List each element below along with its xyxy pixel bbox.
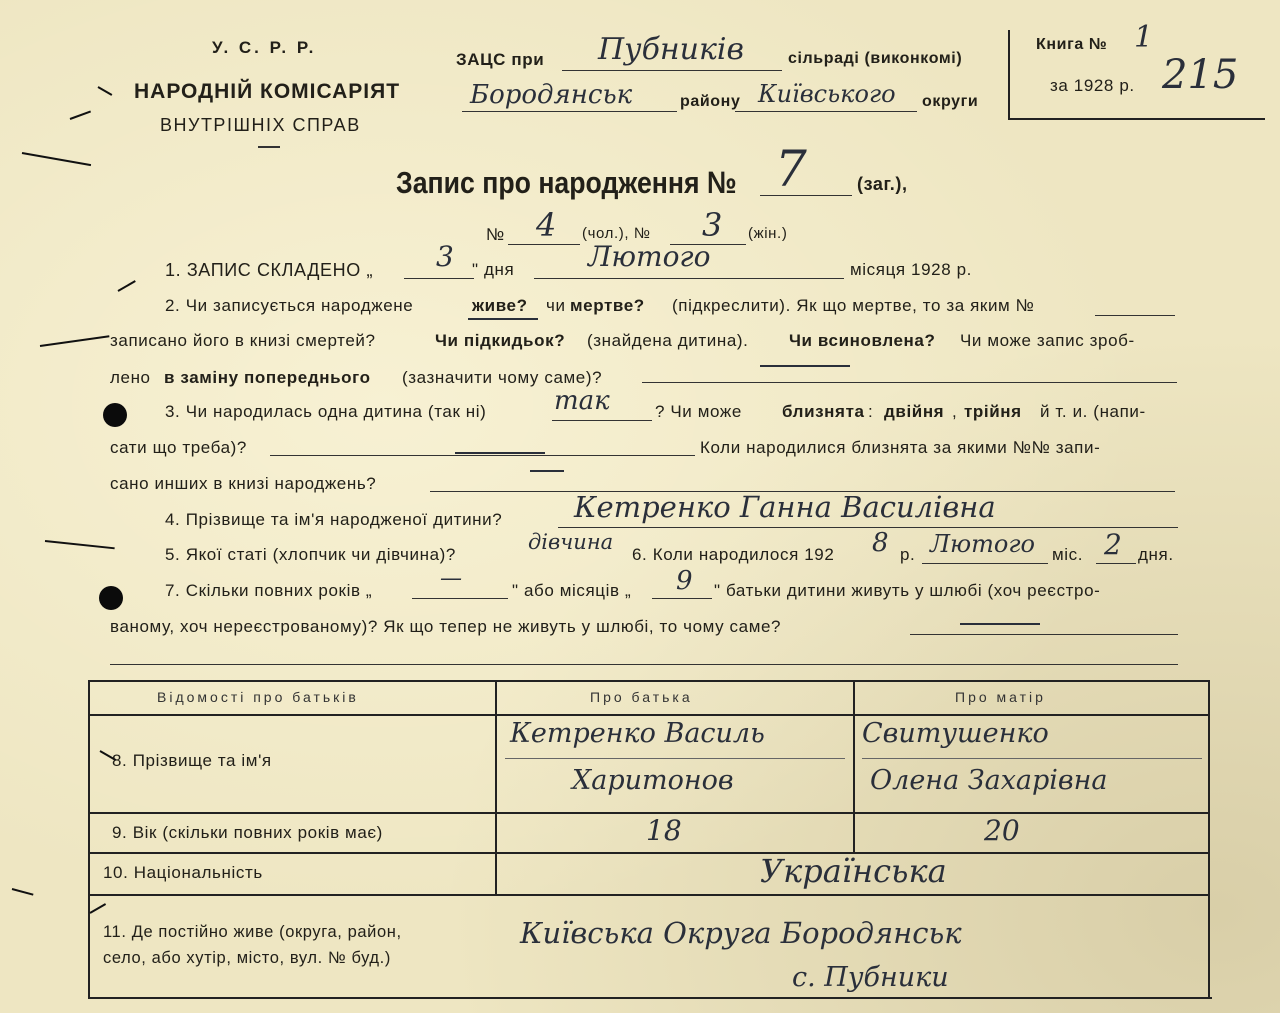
q3-comma: , (952, 402, 958, 421)
year-label: за 1928 р. (1050, 76, 1135, 95)
q1-day-label: " дня (472, 260, 515, 279)
q3-dash2-handwritten (530, 470, 564, 472)
row8-mother-handwritten-2: Олена Захарівна (870, 765, 1108, 796)
q3-line1-b: ? Чи може (655, 402, 742, 421)
q3-twins: близнята (782, 402, 865, 421)
row11-handwritten-1: Київська Округа Бородянськ (520, 916, 962, 950)
paper-tear (12, 888, 34, 896)
table-top-border (88, 680, 1208, 682)
q3-answer-handwritten: так (554, 386, 610, 416)
table-left-border (88, 680, 90, 998)
female-number-handwritten: 3 (702, 206, 723, 244)
male-label: (чол.), № (582, 225, 651, 242)
paper-tear (45, 540, 115, 549)
zags-prefix: ЗАЦС при (456, 50, 545, 69)
ussr-header: У. С. Р. Р. (212, 38, 317, 57)
q3-line2-a: сати що треба)? (110, 438, 247, 457)
row8-mother-handwritten-1: Свитушенко (862, 718, 1049, 749)
q3-answer-line (552, 420, 652, 421)
paper-tear (98, 86, 113, 96)
zags-suffix: сільраді (виконкомі) (788, 50, 963, 67)
q6-day-handwritten: 2 (1104, 528, 1122, 561)
record-number-line (760, 195, 852, 196)
q2-replacement-line (642, 382, 1177, 383)
header-parents-info: Відомості про батьків (157, 689, 359, 705)
paper-tear (70, 111, 91, 120)
row8-label: 8. Прізвище та ім'я (112, 751, 272, 770)
row11-label-2: село, або хутір, місто, вул. № буд.) (103, 949, 391, 967)
q7-line1-a: 7. Скільки повних років „ (165, 581, 373, 600)
q4-answer-handwritten: Кетренко Ганна Василівна (574, 490, 996, 524)
row9-border (88, 852, 1208, 854)
q2-line1-b: чи (546, 296, 566, 315)
q2-alive-underline (468, 318, 538, 320)
q2-dash-handwritten (760, 365, 850, 367)
q7-reason-line (910, 634, 1178, 635)
row9-father-handwritten: 18 (646, 814, 682, 847)
row9-label: 9. Вік (скільки повних років має) (112, 823, 383, 842)
row10-border (88, 894, 1208, 896)
row8-father-line (505, 758, 845, 759)
q1-day-handwritten: 3 (436, 240, 454, 273)
q5-label: 5. Якої статі (хлопчик чи дівчина)? (165, 545, 456, 564)
male-number-line (508, 244, 580, 245)
book-label: Книга № (1036, 36, 1108, 53)
q5-answer-handwritten: дівчина (528, 530, 614, 554)
q1-month-handwritten: Лютого (588, 240, 711, 273)
q3-dash-handwritten (455, 452, 545, 454)
q4-answer-line (558, 527, 1178, 528)
q2-replacement: в заміну попереднього (164, 368, 371, 387)
q1-label: 1. ЗАПИС СКЛАДЕНО „ (165, 260, 374, 280)
row8-father-handwritten-1: Кетренко Василь (510, 718, 765, 749)
q6-year-suffix: р. (900, 545, 916, 564)
district-line (462, 111, 677, 112)
col1-divider (495, 680, 497, 894)
paper-tear (22, 152, 91, 166)
commissariat-title: НАРОДНІЙ КОМІСАРІЯТ (134, 80, 401, 103)
row10-handwritten: Українська (760, 852, 947, 890)
okrug-label: округи (922, 93, 979, 110)
okrug-handwritten: Київського (758, 80, 896, 108)
q7-extra-line (110, 664, 1178, 665)
q6-month-line (922, 563, 1048, 564)
record-title: Запис про народження № (396, 165, 737, 200)
q2-death-number-line (1095, 315, 1175, 316)
q3-triple: трійня (964, 402, 1022, 421)
q2-line1-c: (підкреслити). Як що мертве, то за яким № (672, 296, 1035, 315)
q7-years-handwritten: — (440, 566, 462, 591)
q4-label: 4. Прізвище та ім'я народженої дитини? (165, 510, 503, 529)
q7-dash-handwritten (960, 623, 1040, 625)
binding-hole (99, 586, 123, 610)
q6-month-handwritten: Лютого (930, 530, 1035, 558)
q7-line1-c: " батьки дитини живуть у шлюбі (хоч реєстро- (714, 581, 1101, 600)
q6-day-line (1096, 563, 1136, 564)
q7-years-line (412, 598, 508, 599)
col2-divider (853, 680, 855, 852)
q2-line3-b: (зазначити чому саме)? (402, 368, 603, 387)
paper-tear (40, 335, 110, 347)
q2-foundling: Чи підкидьок? (435, 331, 566, 350)
q7-months-handwritten: 9 (676, 566, 693, 596)
q3-line2-b: Коли народилися близнята за якими №№ запи- (700, 438, 1101, 457)
q7-line2: ваному, хоч нереєстрованому)? Як що тепер не живуть у шлюбі, то чому саме? (110, 617, 782, 636)
table-bottom-border (88, 997, 1212, 999)
female-label: (жін.) (748, 225, 788, 242)
male-number-handwritten: 4 (536, 206, 557, 244)
q2-line1-a: 2. Чи записується народжене (165, 296, 414, 315)
zags-village-handwritten: Пубників (598, 32, 744, 67)
table-header-border (88, 714, 1208, 716)
q7-line1-b: " або місяців „ (512, 581, 632, 600)
header-divider (258, 146, 280, 148)
q1-month-line (534, 278, 844, 279)
q1-year-label: місяця 1928 р. (850, 260, 972, 279)
q6-year-handwritten: 8 (872, 528, 889, 558)
paper-tear (118, 280, 136, 292)
row11-handwritten-2: с. Пубники (792, 962, 949, 993)
binding-hole (103, 403, 127, 427)
table-right-border (1208, 680, 1210, 998)
record-title-suffix: (заг.), (857, 174, 908, 194)
q6-label: 6. Коли народилося 192 (632, 545, 835, 564)
internal-affairs-subtitle: ВНУТРІШНІХ СПРАВ (160, 115, 361, 135)
q2-line2-c: Чи може запис зроб- (960, 331, 1135, 350)
header-mother: Про матір (955, 689, 1046, 705)
row10-label: 10. Національність (103, 863, 263, 882)
paper-tear (90, 903, 107, 914)
q7-months-line (652, 598, 712, 599)
q2-line2-b: (знайдена дитина). (587, 331, 749, 350)
q3-line3-a: сано инших в книзі народжень? (110, 474, 377, 493)
q6-month-label: міс. (1052, 545, 1084, 564)
year-number-handwritten: 215 (1162, 52, 1239, 98)
q2-alive: живе? (472, 296, 528, 315)
q2-adopted: Чи всиновлена? (789, 331, 936, 350)
book-number-handwritten: 1 (1134, 20, 1154, 55)
q1-day-line (404, 278, 474, 279)
q3-line1-c: й т. и. (напи- (1040, 402, 1146, 421)
zags-village-line (562, 70, 782, 71)
q6-day-label: дня. (1138, 545, 1174, 564)
q3-double: двійня (884, 402, 945, 421)
q2-line2-a: записано його в книзі смертей? (110, 331, 376, 350)
q2-dead: мертве? (570, 296, 645, 315)
row9-mother-handwritten: 20 (984, 814, 1020, 847)
q3-twins-line (270, 455, 695, 456)
row11-label-1: 11. Де постійно живе (округа, район, (103, 923, 402, 941)
district-label: району (680, 93, 741, 110)
subtitle-no: № (486, 225, 505, 244)
q2-line3-a: лено (110, 368, 151, 387)
header-father: Про батька (590, 689, 693, 705)
record-number-handwritten: 7 (775, 140, 807, 198)
district-handwritten: Бородянськ (470, 80, 633, 110)
row8-mother-line (862, 758, 1202, 759)
q3-line1-a: 3. Чи народилась одна дитина (так ні) (165, 402, 487, 421)
okrug-line (735, 111, 917, 112)
q3-colon: : (868, 402, 874, 421)
row8-father-handwritten-2: Харитонов (572, 765, 734, 796)
